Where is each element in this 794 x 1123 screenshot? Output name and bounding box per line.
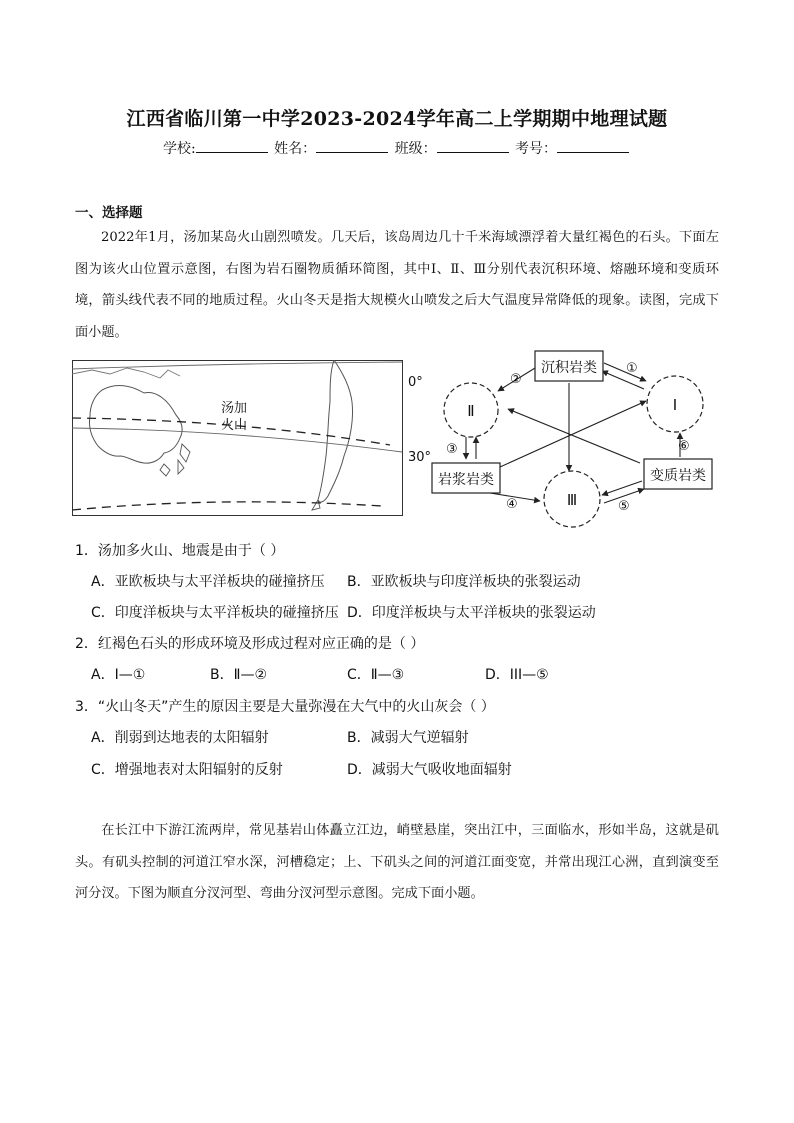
process-3-label: ③ [446, 442, 458, 457]
student-info-line [0, 138, 794, 158]
intro-paragraph-2 [75, 815, 719, 910]
volcano-label-line2: 火山 [221, 418, 248, 433]
question-3-option-a[interactable]: A．削弱到达地表的太阳辐射 [91, 730, 269, 746]
exam-number-label: 考号： [515, 141, 558, 157]
environment-1-label: Ⅰ [672, 396, 678, 414]
arrow-1-bottom [602, 371, 644, 389]
question-3-option-d[interactable]: D．减弱大气吸收地面辐射 [347, 762, 512, 778]
environment-2-label: Ⅱ [467, 402, 475, 420]
process-4-label: ④ [506, 497, 518, 512]
school-label: 学校: [162, 141, 196, 157]
question-3-stem: 3．“火山冬天”产生的原因主要是大量弥漫在大气中的火山灰会（ ） [75, 699, 495, 715]
question-2-option-b[interactable]: B．Ⅱ—② [210, 667, 268, 683]
name-blank[interactable] [316, 140, 388, 153]
process-5-label: ⑤ [618, 499, 630, 514]
question-1-option-a[interactable]: A．亚欧板块与太平洋板块的碰撞挤压 [91, 574, 325, 590]
arrow-5-top [602, 481, 642, 495]
rock-cycle-diagram [428, 345, 724, 533]
latitude-0-label: 0° [408, 375, 423, 390]
process-1-label: ① [626, 361, 638, 376]
magmatic-rock-label: 岩浆岩类 [438, 472, 494, 488]
latitude-30-label: 30° [408, 450, 432, 465]
intro-2-text: 在长江中下游江流两岸，常见基岩山体矗立江边，峭壁悬崖，突出江中，三面临水，形如半岛，这就是矶头。有矶头控制的河道江窄水深，河槽稳定；上、下矶头之间的河道江面变宽，并常出现江心洲，直到演变至河分汊。下图为顺直分汊河型、弯曲分汊河型示意图。完成下面小题。 [75, 823, 719, 901]
question-1-option-d[interactable]: D．印度洋板块与太平洋板块的张裂运动 [347, 605, 596, 621]
process-6-label: ⑥ [678, 439, 690, 454]
question-2-option-c[interactable]: C．Ⅱ—③ [347, 667, 405, 683]
question-2-stem: 2．红褐色石头的形成环境及形成过程对应正确的是（ ） [75, 636, 425, 652]
arrow-magmatic-to-env1 [500, 401, 646, 467]
map-frame [73, 361, 403, 516]
name-label: 姓名： [274, 141, 317, 157]
section-heading: 一、选择题 [75, 205, 143, 221]
intro-1-text: 2022年1月，汤加某岛火山剧烈喷发。几天后，该岛周边几十千米海域漂浮着大量红褐色的石头。下面左图为该火山位置示意图，右图为岩石圈物质循环简图，其中Ⅰ、Ⅱ、Ⅲ分别代表沉积环境、熔融环境和变质环境，箭头线代表不同的地质过程。火山冬天是指大规模火山喷发之后大气温度异常降低的现象。读图，完成下面小题。 [75, 230, 719, 340]
question-3-option-b[interactable]: B．减弱大气逆辐射 [347, 730, 469, 746]
arrow-1-top [604, 363, 646, 381]
volcano-location-map [72, 360, 438, 518]
sedimentary-rock-label: 沉积岩类 [541, 360, 597, 376]
process-2-label: ② [510, 372, 522, 387]
question-2-option-a[interactable]: A．I—① [91, 667, 146, 683]
question-1-option-b[interactable]: B．亚欧板块与印度洋板块的张裂运动 [347, 574, 581, 590]
page-title: 江西省临川第一中学2023-2024学年高二上学期期中地理试题 [126, 108, 668, 130]
intro-paragraph-1 [75, 222, 719, 348]
question-3-option-c[interactable]: C．增强地表对太阳辐射的反射 [91, 762, 283, 778]
school-blank[interactable] [196, 140, 268, 153]
class-label: 班级： [394, 141, 437, 157]
environment-3-label: Ⅲ [566, 491, 578, 509]
question-1-option-c[interactable]: C．印度洋板块与太平洋板块的碰撞挤压 [91, 605, 339, 621]
question-1-stem: 1．汤加多火山、地震是由于（ ） [75, 543, 285, 559]
metamorphic-rock-label: 变质岩类 [650, 468, 706, 484]
class-blank[interactable] [437, 140, 509, 153]
question-2-option-d[interactable]: D．III—⑤ [485, 667, 549, 683]
volcano-label-line1: 汤加 [221, 401, 248, 416]
exam-number-blank[interactable] [557, 140, 629, 153]
